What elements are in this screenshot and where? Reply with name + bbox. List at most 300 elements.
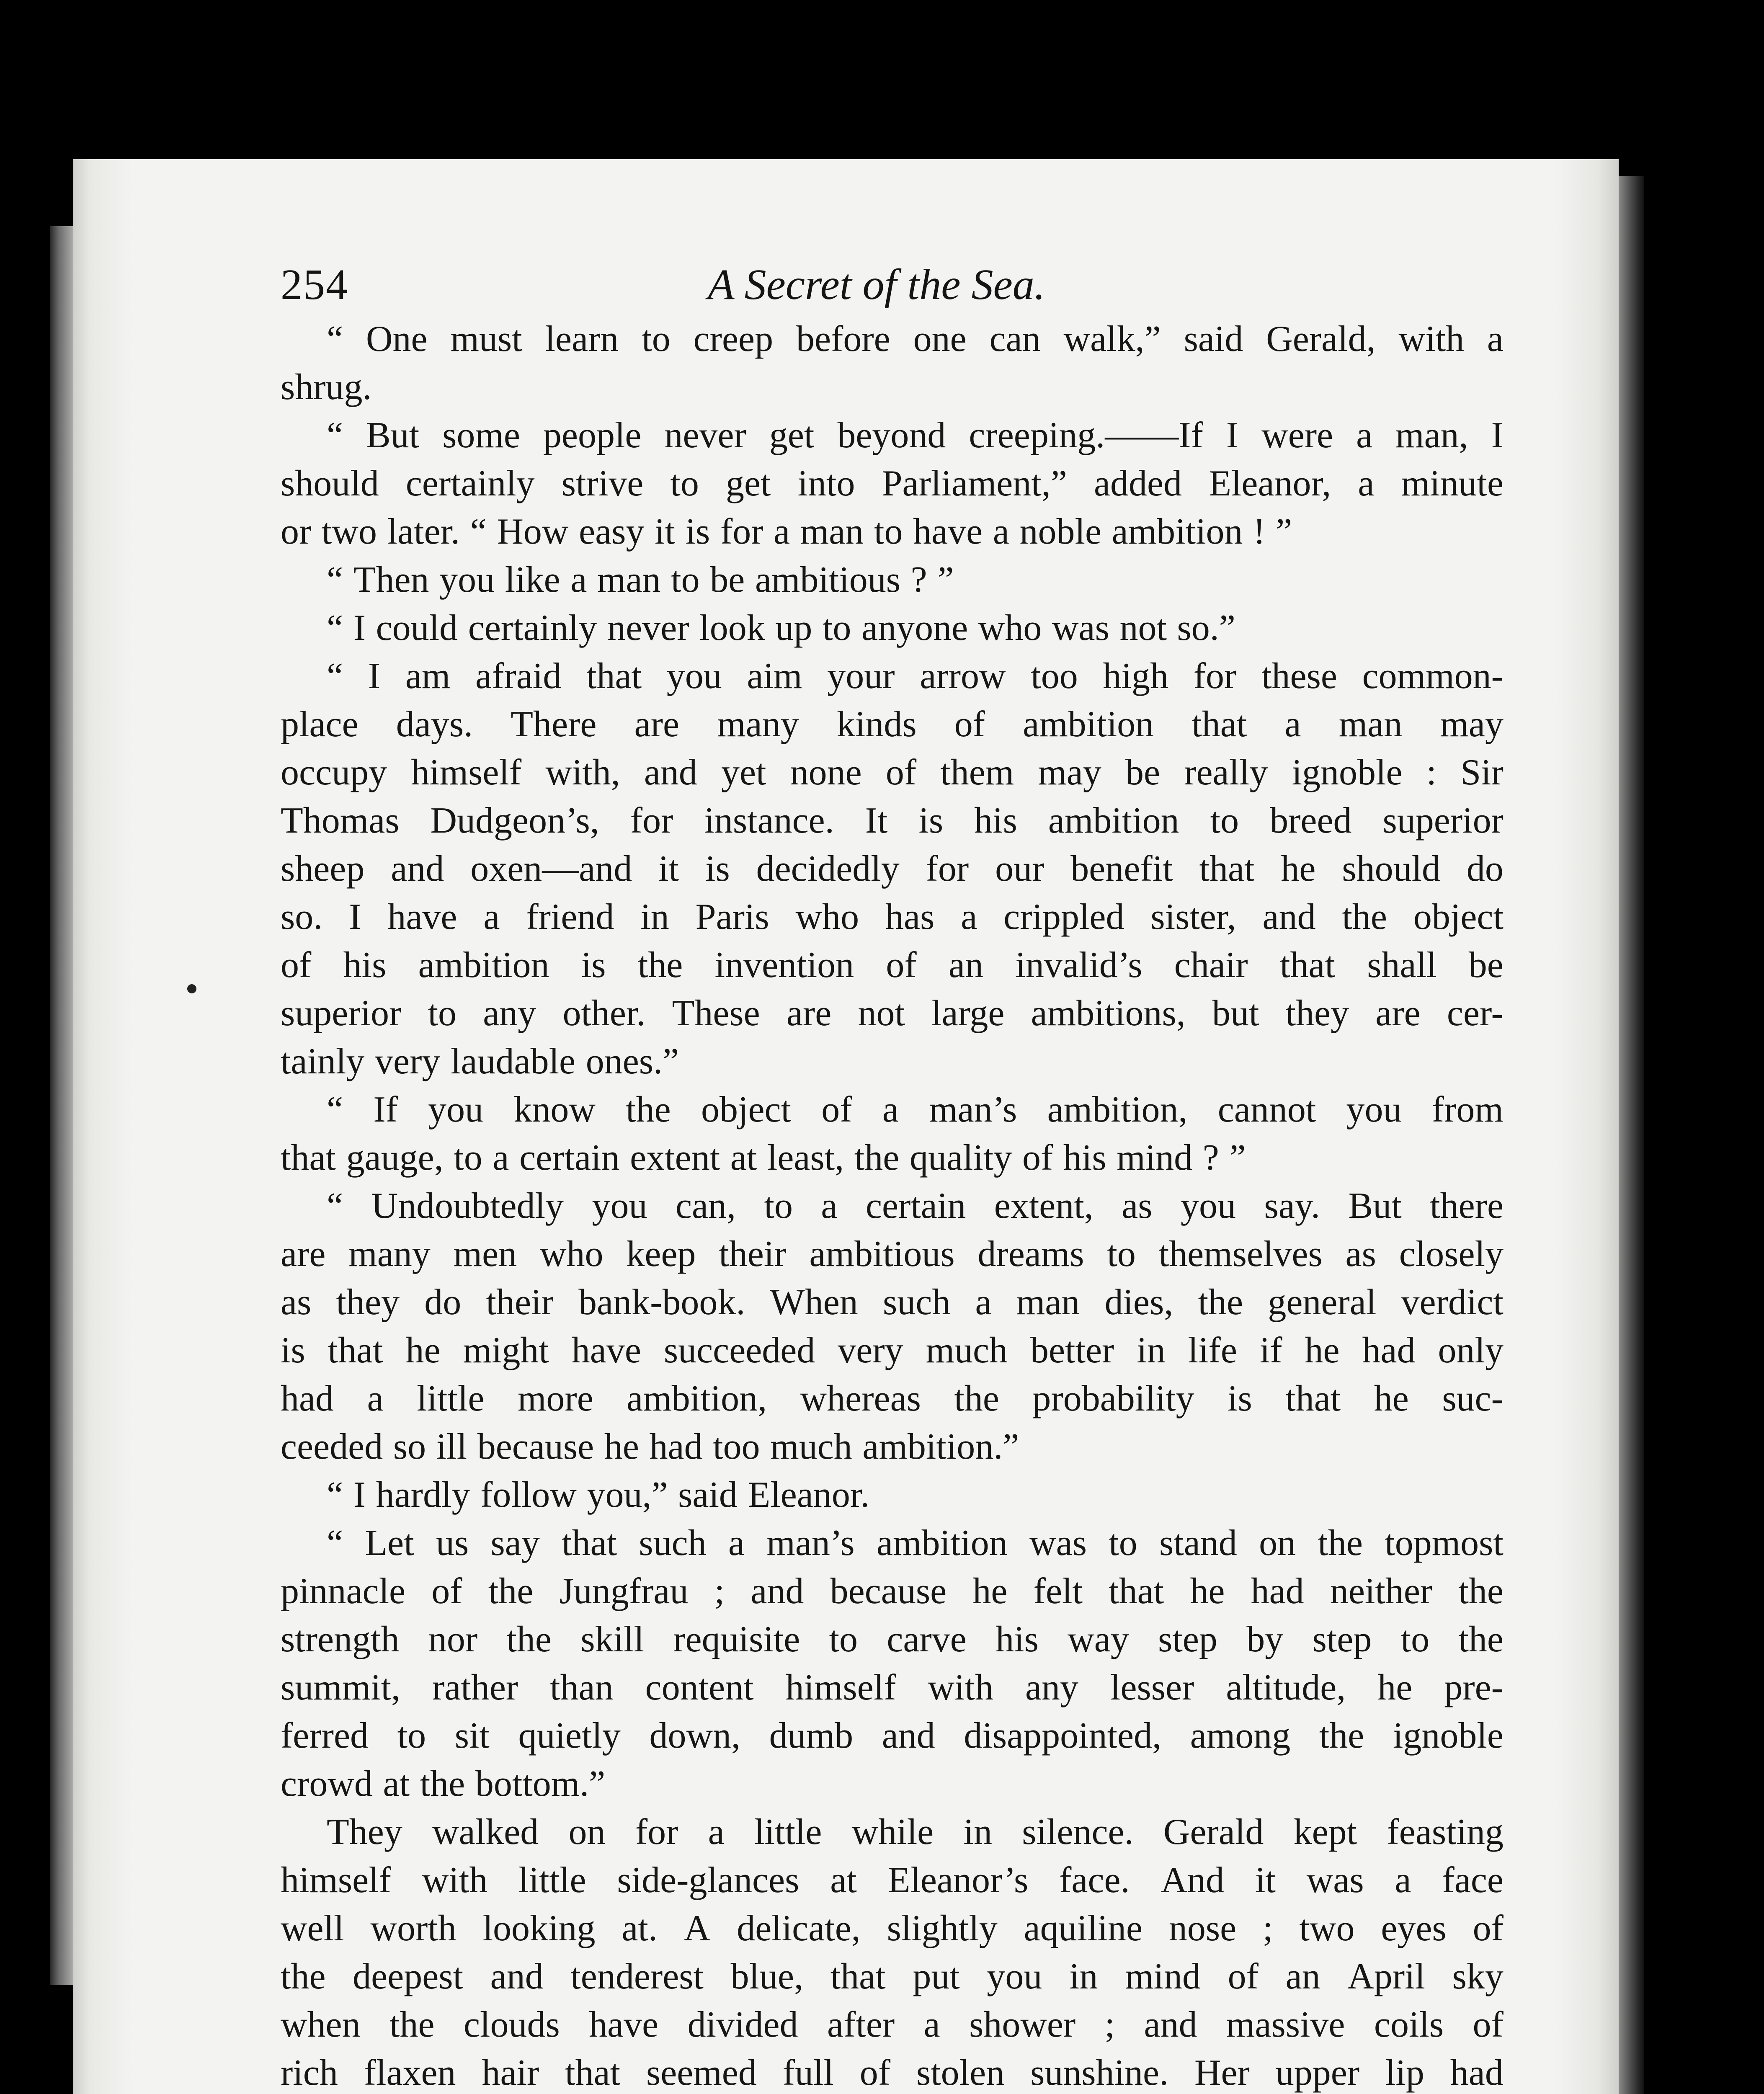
word: say. [1264,1186,1320,1226]
word: How [497,511,569,552]
word: quietly [518,1715,621,1756]
text-line [281,1519,1504,1567]
word: to [1210,800,1239,841]
word: for [635,1812,678,1852]
text-line [281,1952,1504,2001]
word: follow [480,1475,577,1515]
text-line [281,1375,1504,1423]
word: added [1093,463,1182,504]
word: are [634,704,680,745]
word: you [1181,1186,1236,1226]
text-line [281,2001,1504,2049]
word: certain [865,1186,966,1226]
text-line [281,1760,1504,1808]
text-line [281,652,1504,700]
word: pinnacle [281,1571,406,1612]
word: you [987,1956,1042,1997]
word: and [644,752,697,793]
word: of [1228,1956,1259,1997]
word: two [1299,1908,1355,1949]
word: sister, [1150,897,1236,937]
word: that [1191,704,1247,745]
word: none [790,752,862,793]
word: aquiline [1024,1908,1143,1949]
word: is [918,800,944,841]
word: is [705,848,730,889]
word: stolen [916,2053,1005,2093]
text-line [281,508,1504,556]
word: clouds [463,2004,560,2045]
word: : [1426,752,1437,793]
word: am [405,656,451,696]
word: ! [1253,511,1266,552]
word: because [830,1571,947,1612]
word: ambition [418,945,549,985]
word: shower [969,2004,1076,2045]
word: When [770,1282,858,1323]
word: that [1109,1571,1164,1612]
word: as [1345,1234,1376,1274]
word: walked [432,1812,539,1852]
word: I [353,1475,366,1515]
word: ambitious [809,1234,955,1274]
word: bank-book. [578,1282,745,1323]
word: days. [396,704,473,745]
word: These [672,993,760,1034]
text-line [281,1423,1504,1471]
word: with [1398,319,1465,359]
word: you [1346,1089,1402,1130]
word: he [1190,1571,1225,1612]
word: can, [675,1186,736,1226]
word: the [389,2004,435,2045]
word: large [931,993,1005,1034]
word: were [1261,415,1333,456]
word: there [1430,1186,1504,1226]
word: should [1342,848,1441,889]
word: may [1440,704,1504,745]
word: If [373,1089,398,1130]
word: their [719,1234,787,1274]
word: or [281,511,312,552]
word: that [281,1137,336,1178]
word: step [1158,1619,1217,1660]
word: disappointed, [964,1715,1162,1756]
word: verdict [1401,1282,1504,1323]
word: A [683,1908,711,1949]
word: a [493,1137,509,1178]
word: many [717,704,799,745]
text-line [281,748,1504,797]
word: rich [281,2053,338,2093]
word: to [671,560,700,600]
word: man’s [766,1523,855,1563]
word: a [1395,1860,1411,1901]
word: a [1487,319,1504,359]
word: Undoubtedly [371,1186,564,1226]
word: do [424,1282,462,1323]
word: one [913,319,967,359]
word: Eleanor, [1209,463,1331,504]
word: learn [545,319,619,359]
word: suc- [1442,1378,1504,1419]
word: the [637,945,683,985]
word: ones.” [585,1041,679,1082]
word: superior [281,993,402,1034]
word: may [1038,752,1101,793]
word: are [281,1234,326,1274]
word: a [483,897,500,937]
word: ? [1202,1137,1219,1178]
word: sheep [281,848,365,889]
word: occupy [281,752,387,793]
word: “ [327,1523,343,1563]
word: object [701,1089,792,1130]
word: in [1137,1330,1166,1371]
word: the [281,1956,326,1997]
word: stand [1159,1523,1237,1563]
word: because [477,1426,594,1467]
word: the [954,1378,999,1419]
word: his [343,945,387,985]
word: looking [482,1908,596,1949]
word: massive [1226,2004,1345,2045]
word: is [685,511,710,552]
word: have [387,897,457,937]
word: feasting [1387,1812,1504,1852]
word: for [926,848,969,889]
word: cer- [1447,993,1504,1034]
word: tainly [281,1041,365,1082]
word: “ [327,1186,343,1226]
word: tenderest [570,1956,704,1997]
word: step [1312,1619,1372,1660]
word: certainly [468,608,597,648]
word: ill [436,1426,467,1467]
word: I [349,897,361,937]
word: a [367,1378,384,1419]
word: chair [1174,945,1248,985]
word: ambition [1023,704,1154,745]
word: that [1279,945,1335,985]
word: “ [327,608,343,648]
word: certain [519,1137,620,1178]
word: least, [767,1137,844,1178]
text-line [281,1615,1504,1663]
word: face [1442,1860,1504,1901]
word: than [550,1667,614,1708]
word: But [1348,1186,1402,1226]
text-line [281,989,1504,1037]
word: said [678,1475,738,1515]
word: invention [714,945,854,985]
word: “ [327,656,343,696]
word: “ [327,560,343,600]
word: his [1063,1137,1106,1178]
word: ; [1104,2004,1115,2045]
word: it [655,511,675,552]
word: instance. [704,800,834,841]
word: Eleanor’s [887,1860,1029,1901]
word: Eleanor. [748,1475,870,1515]
text-line [281,1086,1504,1134]
word: into [797,463,855,504]
body-text [281,315,1504,2094]
word: Paris [695,897,769,937]
word: creep [693,319,774,359]
word: get [769,415,815,456]
word: with [422,1860,488,1901]
word: of [1473,1908,1504,1949]
word: he [604,1426,639,1467]
text-line [281,1567,1504,1615]
word: summit, [281,1667,401,1708]
word: high [1103,656,1168,696]
word: oxen—and [470,848,632,889]
word: as [1122,1186,1153,1226]
word: at [830,1860,857,1901]
word: upper [1275,2053,1360,2093]
word: was [1052,608,1109,648]
word: a [708,1812,725,1852]
word: place [281,704,358,745]
word: that [586,656,642,696]
word: object [1413,897,1504,937]
word: divided [687,2004,798,2045]
word: a [821,1186,838,1226]
word: more [517,1378,593,1419]
word: arrow [920,656,1006,696]
word: of [821,1089,852,1130]
word: to [1400,1619,1430,1660]
word: so.” [1177,608,1235,648]
word: of [431,1571,462,1612]
word: have [571,1330,641,1371]
word: these [1261,656,1337,696]
word: a [961,897,977,937]
word: Then [353,560,429,600]
word: on [568,1812,606,1852]
text-line [281,700,1504,748]
word: has [885,897,935,937]
word: at [730,1137,757,1178]
word: little [754,1812,822,1852]
word: yet [721,752,766,793]
word: dumb [769,1715,854,1756]
text-line [281,1856,1504,1904]
word: “ [470,511,487,552]
word: to [397,1715,426,1756]
word: ambition, [627,1378,767,1419]
word: that [565,2053,621,2093]
word: “ [327,415,343,456]
word: “ [327,1475,343,1515]
word: aim [747,656,802,696]
word: superior [1382,800,1504,841]
word: themselves [1158,1234,1323,1274]
word: to [642,319,671,359]
word: I [1226,415,1239,456]
word: any [1025,1667,1079,1708]
word: are [786,993,832,1034]
word: to [829,1619,858,1660]
word: and [391,848,444,889]
word: the [1458,1619,1504,1660]
word: a [774,511,790,552]
word: the [626,1089,671,1130]
word: man [1338,704,1403,745]
word: down, [649,1715,741,1756]
word: ” [937,560,954,600]
word: to [764,1186,793,1226]
word: ambition [876,1523,1008,1563]
text-line [281,1471,1504,1519]
word: nor [428,1619,478,1660]
word: the [1458,1571,1504,1612]
word: an [949,945,984,985]
word: he [405,1330,441,1371]
word: and [490,1956,544,1997]
word: to [428,993,457,1034]
running-title: A Secret of the Sea. [708,260,1045,309]
word: of [885,752,917,793]
word: you [666,656,722,696]
word: closely [1399,1234,1504,1274]
word: of [954,704,985,745]
word: before [796,319,890,359]
word: Sir [1460,752,1504,793]
word: have [913,511,983,552]
word: a [728,1523,745,1563]
word: to [1107,1234,1136,1274]
word: ignoble [1292,752,1403,793]
word: man [1016,1282,1080,1323]
word: the [854,1137,900,1178]
word: and [1144,2004,1197,2045]
word: he [1305,1330,1340,1371]
word: was [1306,1860,1364,1901]
word: felt [1033,1571,1083,1612]
word: skill [580,1619,644,1660]
word: of [1473,2004,1504,2045]
word: slightly [887,1908,998,1949]
word: might [463,1330,549,1371]
word: certainly [405,463,535,504]
word: their [486,1282,554,1323]
word: But [366,415,420,456]
word: our [995,848,1044,889]
word: breed [1270,800,1352,841]
word: much [770,1426,852,1467]
word: in [963,1812,992,1852]
word: nose [1168,1908,1237,1949]
text-line [281,845,1504,893]
word: content [645,1667,754,1708]
text-line [281,1712,1504,1760]
word: say [490,1523,540,1563]
word: ferred [281,1715,369,1756]
word: and [1262,897,1316,937]
word: the [1319,1715,1364,1756]
word: such [883,1282,951,1323]
word: such [639,1523,707,1563]
word: requisite [673,1619,800,1660]
word: very [375,1041,441,1082]
word: they [1285,993,1349,1034]
word: you [439,560,495,600]
word: ; [1263,1908,1273,1949]
word: after [827,2004,895,2045]
text-line [281,941,1504,989]
word: other. [562,993,646,1034]
word: succeeded [663,1330,815,1371]
word: any [483,993,536,1034]
word: be [1468,945,1504,985]
word: delicate, [737,1908,861,1949]
word: shrug. [281,367,372,407]
text-line [281,363,1504,411]
word: the [420,1764,465,1804]
word: Gerald [1163,1812,1264,1852]
word: strive [561,463,644,504]
word: should [281,463,379,504]
word: sky [1452,1956,1504,1997]
text-line [281,1808,1504,1856]
word: said [1184,319,1243,359]
word: ambitions, [1031,993,1186,1034]
word: easy [579,511,645,552]
word: but [1212,993,1259,1034]
word: up [775,608,812,648]
word: life [1188,1330,1237,1371]
word: much [926,1330,1008,1371]
word: noble [1019,511,1102,552]
word: laudable [451,1041,576,1082]
text-line [281,1278,1504,1326]
word: it [658,848,679,889]
word: not [1119,608,1167,648]
text-line [281,893,1504,941]
word: know [513,1089,596,1130]
word: ambitious [755,560,901,600]
word: for [720,511,763,552]
word: by [1246,1619,1284,1660]
word: are [1375,993,1421,1034]
word: man [597,560,661,600]
word: walk,” [1063,319,1161,359]
word: the [1198,1282,1243,1323]
word: a [975,1282,992,1323]
word: man’s [929,1089,1017,1130]
word: eyes [1381,1908,1447,1949]
word: at [383,1764,410,1804]
word: must [450,319,522,359]
word: have [589,2004,659,2045]
word: “ [327,319,343,359]
word: to [670,463,699,504]
text-line [281,797,1504,845]
word: ambition [1048,800,1179,841]
word: ambition [1112,511,1243,552]
word: had [1450,2053,1504,2093]
word: that [328,1330,383,1371]
text-line [281,1182,1504,1230]
word: the [506,1619,552,1660]
word: “ [327,1089,343,1130]
word: people [543,415,642,456]
word: never [607,608,689,648]
text-line [281,1904,1504,1952]
